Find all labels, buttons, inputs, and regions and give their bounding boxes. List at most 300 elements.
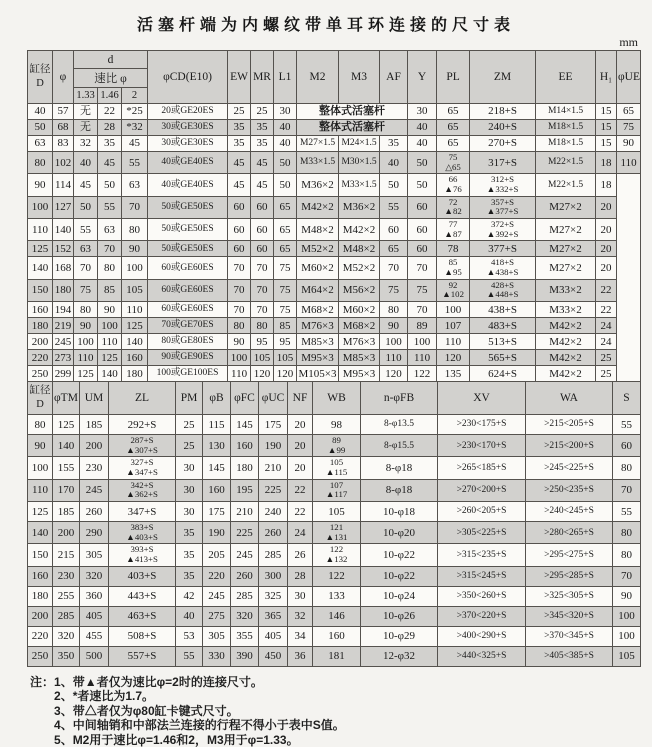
data-cell: 30	[408, 104, 437, 120]
data-cell: 8-φ13.5	[361, 415, 438, 435]
data-cell: 75	[617, 120, 641, 136]
data-cell: 320	[53, 626, 80, 646]
data-cell: 40或GE40ES	[148, 152, 228, 174]
data-cell: 110	[228, 366, 251, 382]
data-cell: 35	[251, 136, 274, 152]
data-cell: 245	[231, 544, 259, 566]
header-cell: 缸径 D	[28, 382, 53, 415]
data-cell: 312+S ▲332+S	[470, 174, 536, 196]
data-cell: 135	[437, 366, 470, 382]
header-cell: WA	[526, 382, 613, 415]
data-cell: M27×2	[536, 241, 596, 257]
data-cell: M60×2	[297, 257, 339, 279]
data-cell: 70	[613, 479, 641, 501]
data-cell: 98	[313, 415, 361, 435]
data-cell: 350	[53, 646, 80, 666]
data-cell: 122	[408, 366, 437, 382]
table-row	[28, 502, 641, 522]
data-cell: 60	[613, 435, 641, 457]
data-cell: 90	[613, 586, 641, 606]
data-cell: 63	[74, 241, 98, 257]
data-cell: 60	[251, 241, 274, 257]
data-cell: 72 ▲82	[437, 196, 470, 218]
data-cell: 100	[408, 334, 437, 350]
data-cell: 418+S ▲438+S	[470, 257, 536, 279]
header-cell: EW	[228, 51, 251, 104]
data-cell: M33×1.5	[339, 174, 380, 196]
header-cell: d	[74, 51, 148, 69]
data-cell: >405<385+S	[526, 646, 613, 666]
data-cell: 25	[228, 104, 251, 120]
data-cell: 205	[203, 544, 231, 566]
data-cell: 180	[231, 457, 259, 479]
data-cell: 175	[203, 502, 231, 522]
data-cell: 45	[228, 152, 251, 174]
data-cell: >295<275+S	[526, 544, 613, 566]
data-cell: 190	[203, 522, 231, 544]
data-cell: 70	[251, 302, 274, 318]
data-cell: 40	[28, 104, 53, 120]
data-cell: 145	[231, 415, 259, 435]
data-cell: 393+S ▲413+S	[109, 544, 176, 566]
table-row	[28, 522, 641, 544]
data-cell: 230	[53, 566, 80, 586]
data-cell: 120	[380, 366, 408, 382]
data-cell: 65	[274, 241, 297, 257]
data-cell: 65	[437, 120, 470, 136]
data-cell: M60×2	[339, 302, 380, 318]
data-cell: 55	[613, 415, 641, 435]
table-lower-head	[28, 382, 641, 415]
data-cell: 30	[176, 502, 203, 522]
data-cell: 10-φ29	[361, 626, 438, 646]
data-cell: 70或GE70ES	[148, 318, 228, 334]
data-cell: 438+S	[470, 302, 536, 318]
data-cell: 35	[380, 136, 408, 152]
data-cell: M18×1.5	[536, 120, 596, 136]
data-cell: 50	[274, 174, 297, 196]
data-cell: 80或GE80ES	[148, 334, 228, 350]
table-row	[28, 136, 641, 152]
data-cell: 285	[231, 586, 259, 606]
data-cell: 100	[28, 457, 53, 479]
data-cell: 36	[288, 646, 313, 666]
data-cell: M42×2	[339, 219, 380, 241]
data-cell: 10-φ26	[361, 606, 438, 626]
header-cell: n-φFB	[361, 382, 438, 415]
data-cell: 125	[74, 366, 98, 382]
data-cell: 80	[613, 522, 641, 544]
data-cell: 100	[380, 334, 408, 350]
data-cell: 8-φ15.5	[361, 435, 438, 457]
data-cell: 70	[228, 279, 251, 301]
data-cell: 75	[274, 257, 297, 279]
data-cell: M105×3	[297, 366, 339, 382]
header-row	[28, 382, 641, 415]
data-cell: 75	[274, 279, 297, 301]
data-cell: 107 ▲117	[313, 479, 361, 501]
data-cell: 50	[408, 174, 437, 196]
note-item: 2、*者速比为1.7。	[54, 689, 155, 704]
data-cell: 75 △65	[437, 152, 470, 174]
data-cell: M14×1.5	[536, 104, 596, 120]
notes-label: 注：	[30, 674, 55, 689]
data-cell: 70	[74, 257, 98, 279]
data-cell: >230<170+S	[438, 435, 526, 457]
data-cell: 320	[231, 606, 259, 626]
data-cell: 50或GE50ES	[148, 196, 228, 218]
data-cell: 140	[122, 334, 148, 350]
data-cell: 无	[74, 120, 98, 136]
data-cell: M85×3	[339, 350, 380, 366]
data-cell: 428+S ▲448+S	[470, 279, 536, 301]
data-cell: 455	[80, 626, 109, 646]
data-cell: 35	[251, 120, 274, 136]
data-cell: 317+S	[470, 152, 536, 174]
data-cell: 40	[274, 136, 297, 152]
data-cell: 75	[74, 279, 98, 301]
data-cell: 75	[274, 302, 297, 318]
data-cell: 180	[28, 318, 53, 334]
header-cell: φUC	[259, 382, 288, 415]
data-cell: >350<260+S	[438, 586, 526, 606]
data-cell: 35	[228, 136, 251, 152]
data-cell: 100	[437, 302, 470, 318]
data-cell: 365	[259, 606, 288, 626]
data-cell: >400<290+S	[438, 626, 526, 646]
data-cell: 10-φ20	[361, 522, 438, 544]
data-cell: 372+S ▲392+S	[470, 219, 536, 241]
data-cell: 无	[74, 104, 98, 120]
data-cell: 260	[231, 566, 259, 586]
data-cell: >265<185+S	[438, 457, 526, 479]
data-cell: 220	[28, 626, 53, 646]
data-cell: 305	[203, 626, 231, 646]
data-cell: 483+S	[470, 318, 536, 334]
header-cell: AF	[380, 51, 408, 104]
data-cell: 60或GE60ES	[148, 257, 228, 279]
data-cell: 18	[596, 174, 617, 196]
data-cell: 125	[98, 350, 122, 366]
table-row	[28, 257, 641, 279]
header-cell: L1	[274, 51, 297, 104]
data-cell: >370<220+S	[438, 606, 526, 626]
data-cell: 30或GE30ES	[148, 136, 228, 152]
data-cell: 250	[28, 366, 53, 382]
data-cell: 185	[53, 502, 80, 522]
data-cell: 60	[380, 219, 408, 241]
data-cell: 285	[259, 544, 288, 566]
data-cell: 125	[53, 415, 80, 435]
header-cell: Y	[408, 51, 437, 104]
data-cell: 245	[80, 479, 109, 501]
header-cell: MR	[251, 51, 274, 104]
data-cell: >305<225+S	[438, 522, 526, 544]
data-cell: 110	[98, 334, 122, 350]
header-cell: H₁	[596, 51, 617, 104]
data-cell: 60	[408, 241, 437, 257]
data-cell: 105	[313, 502, 361, 522]
dimension-table-upper	[27, 50, 641, 382]
data-cell: 122	[313, 566, 361, 586]
data-cell: 105	[251, 350, 274, 366]
data-cell: 70	[408, 257, 437, 279]
data-cell: 125	[28, 241, 53, 257]
data-cell: 300	[259, 566, 288, 586]
header-cell: XV	[438, 382, 526, 415]
data-cell: 65	[380, 241, 408, 257]
data-cell: M48×2	[297, 219, 339, 241]
data-cell: 110	[408, 350, 437, 366]
data-cell: 270+S	[470, 136, 536, 152]
data-cell: 35	[98, 136, 122, 152]
data-cell: 155	[53, 457, 80, 479]
data-cell: 10-φ22	[361, 566, 438, 586]
header-cell: ZL	[109, 382, 176, 415]
header-cell: PM	[176, 382, 203, 415]
data-cell: 55	[122, 152, 148, 174]
data-cell: 70	[251, 279, 274, 301]
data-cell: 500	[80, 646, 109, 666]
data-cell: M68×2	[339, 318, 380, 334]
data-cell: 28	[98, 120, 122, 136]
data-cell: >230<175+S	[438, 415, 526, 435]
data-cell: 100	[74, 334, 98, 350]
data-cell: M27×1.5	[297, 136, 339, 152]
table-row	[28, 104, 641, 120]
data-cell: 30	[288, 586, 313, 606]
data-cell: 70	[98, 241, 122, 257]
data-cell: 175	[259, 415, 288, 435]
table-row	[28, 479, 641, 501]
table-row	[28, 196, 641, 218]
data-cell: 78	[437, 241, 470, 257]
data-cell: 60	[408, 219, 437, 241]
data-cell: 20	[596, 241, 617, 257]
data-cell: 80	[228, 318, 251, 334]
data-cell: M52×2	[297, 241, 339, 257]
data-cell: 89	[408, 318, 437, 334]
data-cell: 60或GE60ES	[148, 302, 228, 318]
data-cell: 60	[228, 219, 251, 241]
data-cell: 63	[98, 219, 122, 241]
data-cell: 90	[122, 241, 148, 257]
dimension-table-lower	[27, 381, 641, 667]
data-cell: 20或GE20ES	[148, 104, 228, 120]
data-cell: M33×2	[536, 279, 596, 301]
data-cell: 180	[28, 586, 53, 606]
data-cell: 320	[80, 566, 109, 586]
data-cell: 120	[437, 350, 470, 366]
data-cell: 150	[28, 544, 53, 566]
table-row	[28, 350, 641, 366]
data-cell: >250<235+S	[526, 479, 613, 501]
data-cell: 215	[53, 544, 80, 566]
data-cell: 50	[274, 152, 297, 174]
data-cell: 218+S	[470, 104, 536, 120]
data-cell: *25	[122, 104, 148, 120]
data-cell: M24×1.5	[339, 136, 380, 152]
data-cell: 22	[596, 279, 617, 301]
data-cell: 20	[288, 415, 313, 435]
data-cell: 140	[98, 366, 122, 382]
data-cell: 100或GE100ES	[148, 366, 228, 382]
data-cell: M42×2	[297, 196, 339, 218]
data-cell: 557+S	[109, 646, 176, 666]
data-cell: 50	[74, 196, 98, 218]
data-cell: 355	[231, 626, 259, 646]
data-cell: 100	[98, 318, 122, 334]
data-cell: M33×2	[536, 302, 596, 318]
table-upper-head	[28, 51, 641, 104]
data-cell: 107	[437, 318, 470, 334]
data-cell: >280<265+S	[526, 522, 613, 544]
data-cell: 50	[380, 174, 408, 196]
data-cell: M22×1.5	[536, 152, 596, 174]
data-cell: 70	[408, 302, 437, 318]
data-cell: 240+S	[470, 120, 536, 136]
data-cell: M27×2	[536, 219, 596, 241]
header-cell: φCD(E10)	[148, 51, 228, 104]
data-cell: 377+S	[470, 241, 536, 257]
data-cell: 105	[122, 279, 148, 301]
data-cell: 63	[122, 174, 148, 196]
data-cell: 180	[122, 366, 148, 382]
data-cell: 70	[122, 196, 148, 218]
data-cell: 160	[313, 626, 361, 646]
header-cell: φFC	[231, 382, 259, 415]
table-area	[27, 35, 640, 667]
data-cell: 80	[122, 219, 148, 241]
table-row	[28, 566, 641, 586]
data-cell: 160	[231, 435, 259, 457]
data-cell: 65	[617, 104, 641, 120]
data-cell: 325	[259, 586, 288, 606]
data-cell: 105	[613, 646, 641, 666]
data-cell: 15	[596, 136, 617, 152]
data-cell: 122 ▲132	[313, 544, 361, 566]
data-cell: 65	[274, 219, 297, 241]
data-cell: >345<320+S	[526, 606, 613, 626]
data-cell: 127	[53, 196, 74, 218]
data-cell: 40或GE40ES	[148, 174, 228, 196]
header-cell: 1.33	[74, 88, 98, 104]
data-cell: 26	[288, 544, 313, 566]
data-cell: 85	[98, 279, 122, 301]
data-cell: 194	[53, 302, 74, 318]
data-cell: 55	[613, 502, 641, 522]
data-cell: 60	[228, 241, 251, 257]
data-cell: 152	[53, 241, 74, 257]
data-cell: 185	[80, 415, 109, 435]
data-cell: M95×3	[339, 366, 380, 382]
data-cell: 225	[231, 522, 259, 544]
data-cell: 200	[53, 522, 80, 544]
header-cell: φTM	[53, 382, 80, 415]
data-cell: 133	[313, 586, 361, 606]
table-row	[28, 366, 641, 382]
data-cell: 25	[176, 415, 203, 435]
data-cell: 80	[613, 544, 641, 566]
data-cell: 220	[203, 566, 231, 586]
data-cell: 80	[613, 457, 641, 479]
data-cell: 8-φ18	[361, 457, 438, 479]
data-cell: 508+S	[109, 626, 176, 646]
data-cell: M22×1.5	[536, 174, 596, 196]
data-cell: 68	[53, 120, 74, 136]
data-cell: 170	[53, 479, 80, 501]
data-cell: 160	[122, 350, 148, 366]
data-cell: 60	[251, 196, 274, 218]
data-cell: 60或GE60ES	[148, 279, 228, 301]
data-cell: >240<245+S	[526, 502, 613, 522]
data-cell: M36×2	[339, 196, 380, 218]
header-cell: M3	[339, 51, 380, 104]
data-cell: >315<235+S	[438, 544, 526, 566]
data-cell: 34	[288, 626, 313, 646]
data-cell: M30×1.5	[339, 152, 380, 174]
header-cell: φB	[203, 382, 231, 415]
data-cell: 45	[228, 174, 251, 196]
data-cell: M42×2	[536, 334, 596, 350]
data-cell: 110	[74, 350, 98, 366]
table-row	[28, 457, 641, 479]
table-row	[28, 174, 641, 196]
header-cell: PL	[437, 51, 470, 104]
data-cell: 80	[98, 257, 122, 279]
data-cell: 80	[380, 302, 408, 318]
data-cell: 200	[80, 435, 109, 457]
data-cell: 40	[274, 120, 297, 136]
data-cell: 120	[251, 366, 274, 382]
data-cell: M85×3	[297, 334, 339, 350]
data-cell: 50或GE50ES	[148, 219, 228, 241]
data-cell: 25	[596, 350, 617, 366]
data-cell: 32	[288, 606, 313, 626]
data-cell: M42×2	[536, 350, 596, 366]
data-cell: 327+S ▲347+S	[109, 457, 176, 479]
data-cell: >245<225+S	[526, 457, 613, 479]
data-cell: 40	[408, 120, 437, 136]
data-cell: 273	[53, 350, 74, 366]
table-row	[28, 626, 641, 646]
data-cell: 12-φ32	[361, 646, 438, 666]
data-cell: 22	[98, 104, 122, 120]
data-cell: 140	[28, 522, 53, 544]
data-cell: M64×2	[297, 279, 339, 301]
data-cell: 624+S	[470, 366, 536, 382]
data-cell: >370<345+S	[526, 626, 613, 646]
data-cell: 110	[617, 152, 641, 174]
data-cell: 22	[596, 302, 617, 318]
data-cell: 32	[74, 136, 98, 152]
data-cell: 8-φ18	[361, 479, 438, 501]
data-cell: 245	[53, 334, 74, 350]
data-cell: 255	[53, 586, 80, 606]
data-cell: 342+S ▲362+S	[109, 479, 176, 501]
data-cell: M52×2	[339, 257, 380, 279]
data-cell: 100	[613, 626, 641, 646]
header-row	[28, 51, 641, 69]
data-cell: 75	[380, 279, 408, 301]
data-cell: 92 ▲102	[437, 279, 470, 301]
data-cell: 210	[231, 502, 259, 522]
data-cell: 35	[228, 120, 251, 136]
data-cell: 105	[274, 350, 297, 366]
data-cell: M27×2	[536, 196, 596, 218]
data-cell: 120	[274, 366, 297, 382]
data-cell: 70	[613, 566, 641, 586]
